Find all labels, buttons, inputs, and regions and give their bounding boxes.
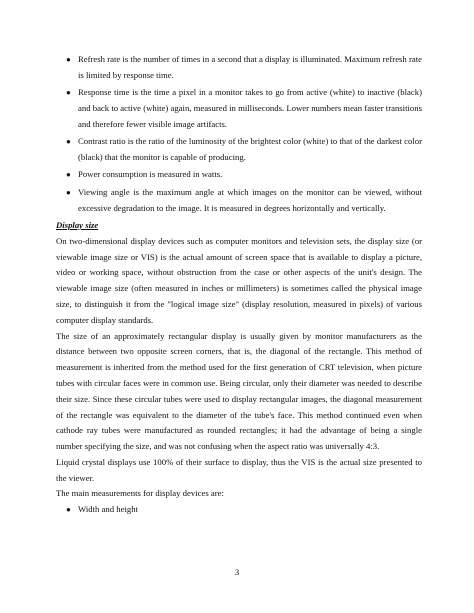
list-item-text: Response time is the time a pixel in a monitor takes to go from active (white) to inactive (black) and back to active (white) again, measured in milliseconds. Lower numbers mean faster transitions and therefore fewer visible image artifacts.	[78, 87, 422, 129]
list-item-viewing-angle	[56, 185, 422, 217]
list-item-text: Refresh rate is the number of times in a second that a display is illuminated. Maximum refresh rate is limited by response time.	[78, 54, 422, 80]
list-item-refresh-rate	[56, 52, 422, 84]
bullet-icon: ●	[66, 137, 71, 147]
bullet-icon: ●	[66, 505, 71, 515]
list-item-response-time	[56, 85, 422, 132]
section-heading: Display size	[56, 219, 99, 230]
bullet-icon: ●	[66, 170, 71, 180]
paragraph-display-size-intro: On two-dimensional display devices such as computer monitors and television sets, the display size (or viewable image size or VIS) is the actual amount of screen space that is available to display a picture, video or working space, without obstruction from the case or other aspects of the unit's design. The viewable image size (often measured in inches or millimeters) is sometimes called the physical image size, to distinguish it from the "logical image size" (display resolution, measured in pixels) of various computer display standards.	[56, 235, 422, 325]
list-item-text: Viewing angle is the maximum angle at which images on the monitor can be viewed, without excessive degradation to the image. It is measured in degrees horizontally and vertically.	[78, 186, 422, 213]
paragraph-main-measurements: The main measurements for display devices are:	[56, 488, 224, 499]
list-item-width-height	[56, 502, 422, 518]
bullet-icon: ●	[66, 187, 71, 197]
list-item-contrast-ratio	[56, 134, 422, 166]
paragraph-lcd: Liquid crystal displays use 100% of their surface to display, thus the VIS is the actual size presented to the viewer.	[56, 456, 422, 483]
measurements-list	[56, 502, 422, 518]
list-item-power-consumption	[56, 167, 422, 183]
display-properties-list	[56, 52, 422, 216]
bullet-icon: ●	[66, 55, 71, 64]
page-number: 3	[234, 567, 240, 577]
list-item-text: Width and height	[78, 504, 138, 515]
paragraph-diagonal-measurement: The size of an approximately rectangular display is usually given by monitor manufacturers as the distance between two opposite screen corners, that is, the diagonal of the rectangle. This method of measurement is inherited from the method used for the first generation of CRT television, when picture tubes with circular faces were in common use. Being circular, only their diameter was needed to describe their size. Since these circular tubes were used to display rectangular images, the diagonal measurement of the rectangle was equivalent to the diameter of the tube's face. This method continued even when cathode ray tubes were manufactured as rounded rectangles; it had the advantage of being a single number specifying the size, and was not confusing when the aspect ratio was universally 4:3.	[56, 330, 422, 452]
document-page	[56, 52, 422, 520]
bullet-icon: ●	[66, 88, 71, 98]
list-item-text: Power consumption is measured in watts.	[78, 169, 223, 180]
list-item-text: Contrast ratio is the ratio of the luminosity of the brightest color (white) to that of the darkest color (black) that the monitor is capable of producing.	[78, 136, 422, 162]
